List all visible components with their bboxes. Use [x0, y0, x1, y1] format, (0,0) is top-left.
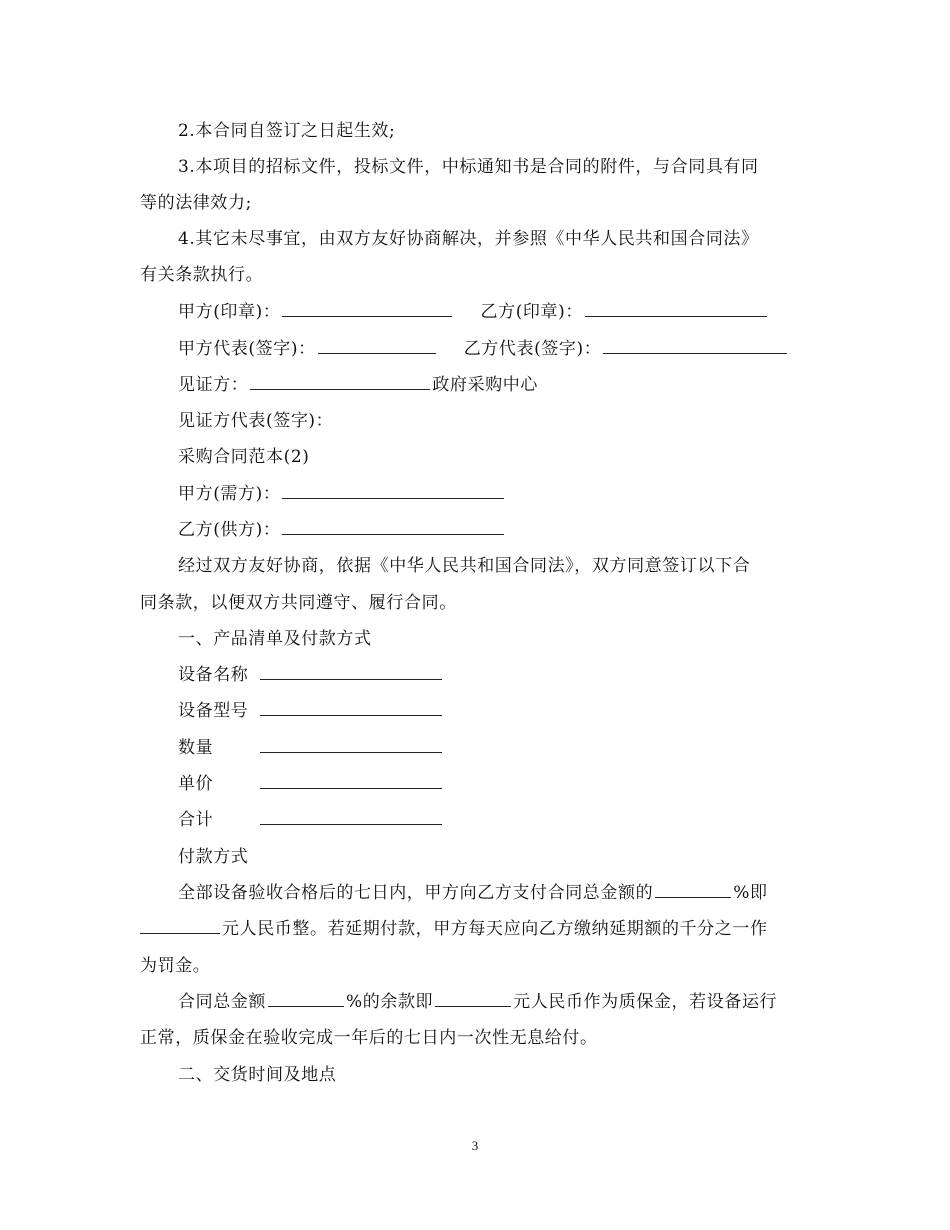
intro-line2: 同条款，以便双方共同遵守、履行合同。 — [140, 593, 457, 613]
witness-org: 政府采购中心 — [432, 375, 539, 395]
payment-amount-blank[interactable] — [140, 919, 220, 934]
field-label: 单价 — [178, 774, 214, 794]
section-1-heading: 一、产品清单及付款方式 — [178, 629, 372, 649]
field-quantity — [178, 738, 444, 758]
payment-line3: 为罚金。 — [140, 956, 211, 976]
party-a-seal-label: 甲方(印章)： — [178, 302, 281, 322]
field-device-model — [178, 701, 444, 721]
clause-2: 2.本合同自签订之日起生效; — [178, 121, 396, 141]
party-a-seal-blank[interactable] — [282, 302, 452, 317]
field-unit-price — [178, 774, 444, 794]
template-2-title: 采购合同范本(2) — [178, 447, 310, 467]
retention-percent-blank[interactable] — [268, 992, 344, 1007]
clause-3-line2: 等的法律效力; — [140, 193, 252, 213]
retention-text-a: 合同总金额 — [178, 992, 266, 1012]
party-b-supplier-row — [178, 520, 506, 540]
party-b-supplier-label: 乙方(供方)： — [178, 520, 281, 540]
retention-text-b: %的余款即 — [346, 992, 434, 1012]
retention-line1 — [178, 992, 777, 1012]
representative-row — [178, 339, 789, 359]
retention-line2: 正常，质保金在验收完成一年后的七日内一次性无息给付。 — [140, 1028, 598, 1048]
party-b-seal-blank[interactable] — [585, 302, 767, 317]
payment-line2 — [140, 919, 768, 939]
payment-heading: 付款方式 — [178, 847, 249, 867]
party-b-seal-label: 乙方(印章)： — [480, 302, 583, 322]
clause-4-line2: 有关条款执行。 — [140, 265, 264, 285]
payment-text-b: %即 — [733, 883, 768, 903]
page-number: 3 — [471, 1138, 479, 1153]
payment-line1 — [178, 883, 768, 903]
payment-percent-blank[interactable] — [655, 883, 731, 898]
party-b-rep-label: 乙方代表(签字)： — [463, 339, 602, 359]
field-blank[interactable] — [260, 701, 442, 716]
section-2-heading: 二、交货时间及地点 — [178, 1065, 337, 1085]
party-b-supplier-blank[interactable] — [282, 520, 504, 535]
party-b-rep-blank[interactable] — [603, 339, 787, 354]
witness-label: 见证方： — [178, 375, 249, 395]
seal-row — [178, 302, 769, 322]
field-label: 设备名称 — [178, 665, 249, 685]
field-label: 数量 — [178, 738, 214, 758]
party-a-buyer-row — [178, 484, 506, 504]
witness-blank[interactable] — [250, 375, 430, 390]
payment-text-c: 元人民币整。若延期付款，甲方每天应向乙方缴纳延期额的千分之一作 — [222, 919, 768, 939]
party-a-rep-blank[interactable] — [318, 339, 436, 354]
field-blank[interactable] — [260, 810, 442, 825]
field-blank[interactable] — [260, 665, 442, 680]
retention-amount-blank[interactable] — [435, 992, 511, 1007]
field-label: 合计 — [178, 810, 214, 830]
field-device-name — [178, 665, 444, 685]
field-label: 设备型号 — [178, 701, 249, 721]
field-total — [178, 810, 444, 830]
field-blank[interactable] — [260, 774, 442, 789]
field-blank[interactable] — [260, 738, 442, 753]
intro-line1: 经过双方友好协商，依据《中华人民共和国合同法》，双方同意签订以下合 — [178, 556, 751, 576]
witness-row — [178, 375, 538, 395]
party-a-buyer-label: 甲方(需方)： — [178, 484, 281, 504]
payment-text-a: 全部设备验收合格后的七日内，甲方向乙方支付合同总金额的 — [178, 883, 654, 903]
party-a-rep-label: 甲方代表(签字)： — [178, 339, 316, 359]
retention-text-c: 元人民币作为质保金，若设备运行 — [513, 992, 778, 1012]
clause-3-line1: 3.本项目的招标文件，投标文件，中标通知书是合同的附件，与合同具有同 — [178, 157, 759, 177]
party-a-buyer-blank[interactable] — [282, 484, 504, 499]
clause-4-line1: 4.其它未尽事宜，由双方友好协商解决，并参照《中华人民共和国合同法》 — [178, 229, 759, 249]
witness-rep-label: 见证方代表(签字)： — [178, 411, 334, 431]
